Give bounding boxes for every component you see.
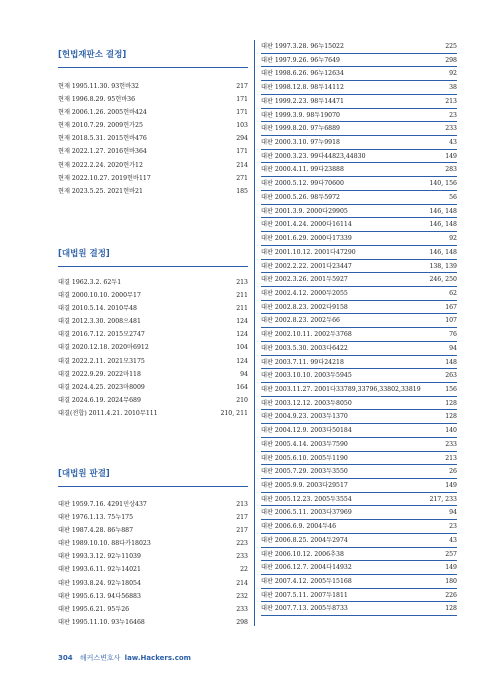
case-citation: 현재 1995.11.30. 93헌바32 <box>58 83 139 90</box>
page-reference: 94 <box>449 344 457 352</box>
case-entry <box>261 561 457 575</box>
case-list <box>58 80 248 198</box>
case-citation: 대판 2002.3.26. 2001두5927 <box>261 276 348 284</box>
page-reference: 214 <box>236 161 248 169</box>
page-reference: 23 <box>449 523 457 531</box>
case-entry <box>58 80 248 93</box>
case-entry <box>58 394 248 407</box>
page-reference: 104 <box>236 344 248 352</box>
page-reference: 76 <box>449 331 457 339</box>
case-citation: 대판 2006.10.12. 2006추38 <box>261 550 344 558</box>
case-entry <box>58 93 248 106</box>
case-citation: 대판 2002.8.23. 2002두66 <box>261 317 340 325</box>
page-reference: 217, 233 <box>429 495 457 503</box>
case-entry <box>261 95 457 109</box>
page-reference: 164 <box>236 383 248 391</box>
case-entry <box>58 511 248 524</box>
page-reference: 124 <box>236 318 248 326</box>
case-citation: 대판 2003.7.11. 99다24218 <box>261 358 344 366</box>
page-reference: 128 <box>445 413 457 421</box>
case-citation: 대판 1989.10.10. 88다카18023 <box>58 540 151 548</box>
page-reference: 211 <box>236 305 248 313</box>
case-entry <box>58 550 248 563</box>
case-entry <box>58 577 248 590</box>
page-reference: 223 <box>236 540 248 548</box>
case-citation: 현재 2022.1.27. 2016헌바364 <box>58 148 147 156</box>
heading-rule <box>58 486 248 487</box>
page-reference: 298 <box>445 56 457 64</box>
section-supreme-court-decision <box>58 247 248 420</box>
case-citation: 현재 2018.5.31. 2015헌바476 <box>58 135 147 143</box>
case-entry <box>261 109 457 123</box>
page-reference: 149 <box>445 482 457 489</box>
case-entry <box>261 452 457 466</box>
case-citation: 대판 2003.10.10. 2003두5945 <box>261 372 352 380</box>
section-constitutional-court <box>58 48 248 198</box>
case-citation: 대판 2006.8.25. 2004두2974 <box>261 536 348 544</box>
case-entry <box>261 506 457 520</box>
case-citation: 대결 2000.10.10. 2000무17 <box>58 292 141 300</box>
case-citation: 대판 2006.5.11. 2003다37969 <box>261 509 352 517</box>
case-citation: 대판 2007.4.12. 2005두15168 <box>261 578 352 586</box>
case-entry <box>58 524 248 537</box>
heading-rule <box>58 266 248 267</box>
page-reference: 124 <box>236 357 248 365</box>
case-citation: 대판 2000.5.26. 98두5972 <box>261 193 340 201</box>
case-citation: 대판 2002.10.11. 2002두3768 <box>261 331 352 339</box>
case-citation: 대판 1997.9.26. 96누7649 <box>261 56 340 64</box>
case-entry <box>261 328 457 342</box>
case-citation: 대판 2007.7.13. 2005두8733 <box>261 605 348 613</box>
case-citation: 대판 2003.5.30. 2003다6422 <box>261 344 348 352</box>
page-reference: 217 <box>236 514 248 522</box>
page-reference: 171 <box>236 96 248 104</box>
case-entry <box>58 119 248 132</box>
case-citation: 대판 2001.3.9. 2000다29905 <box>261 207 348 215</box>
case-entry <box>58 407 248 420</box>
page-reference: 294 <box>236 135 248 143</box>
right-column <box>261 40 457 616</box>
case-citation: 대판 2001.6.29. 2000다17339 <box>261 235 352 243</box>
page-reference: 128 <box>445 605 457 613</box>
page-reference: 92 <box>449 235 457 243</box>
case-citation: 대판 2005.12.23. 2005두3554 <box>261 495 352 503</box>
case-entry <box>58 341 248 354</box>
page-reference: 283 <box>445 166 457 174</box>
page-reference: 233 <box>236 553 248 561</box>
heading-rule <box>58 67 248 68</box>
case-citation: 대판 1995.6.21. 95두26 <box>58 605 130 613</box>
case-entry <box>58 355 248 368</box>
case-citation: 대판 1999.8.20. 97누6889 <box>261 125 340 133</box>
case-citation: 대판 2001.10.12. 2001다47290 <box>261 248 356 256</box>
case-entry <box>58 616 248 629</box>
case-entry <box>58 172 248 185</box>
column-divider <box>254 40 255 626</box>
case-entry <box>58 603 248 616</box>
case-list <box>58 276 248 420</box>
page-reference: 211 <box>236 292 248 300</box>
case-citation: 현재 2006.1.26. 2005헌바424 <box>58 109 147 117</box>
page-reference: 210 <box>236 396 248 404</box>
case-citation: 대결 2012.3.30. 2008으481 <box>58 318 141 326</box>
case-entry <box>58 315 248 328</box>
site-url: law.Hackers.com <box>124 654 191 662</box>
case-citation: 대판 1995.6.13. 94다56883 <box>58 592 141 600</box>
case-citation: 대판 1987.4.28. 86누887 <box>58 527 134 535</box>
case-entry <box>261 150 457 164</box>
case-citation: 현재 1996.8.29. 95헌바36 <box>58 96 136 104</box>
case-entry <box>261 424 457 438</box>
case-entry <box>261 465 457 479</box>
page-reference: 233 <box>445 125 457 133</box>
case-entry <box>261 81 457 95</box>
case-citation: 대결 2022.2.11. 2021모3175 <box>58 357 145 365</box>
case-entry <box>261 54 457 68</box>
page-reference: 257 <box>445 550 457 558</box>
case-citation: 대판 1997.3.28. 96누15022 <box>261 43 344 50</box>
case-entry <box>261 136 457 150</box>
case-citation: 대판 2000.5.12. 99다70600 <box>261 180 344 188</box>
page-reference: 62 <box>449 289 457 297</box>
page-reference: 146, 148 <box>429 221 457 229</box>
page-reference: 149 <box>445 564 457 572</box>
page-reference: 138, 139 <box>429 262 457 270</box>
case-citation: 대판 1976.1.13. 75누175 <box>58 514 134 522</box>
page-footer <box>58 653 191 663</box>
case-citation: 대판 1993.3.12. 92누11039 <box>58 553 141 561</box>
page-reference: 263 <box>445 372 457 380</box>
page-reference: 43 <box>449 536 457 544</box>
page-reference: 233 <box>236 605 248 613</box>
case-citation: 대판 1959.7.16. 4291민상437 <box>58 501 147 508</box>
page-reference: 124 <box>236 331 248 339</box>
page-reference: 298 <box>236 618 248 626</box>
case-citation: 대결 2024.6.19. 2024무689 <box>58 396 141 404</box>
case-citation: 대판 2005.7.29. 2003두3550 <box>261 468 348 476</box>
case-citation: 대결(전합) 2011.4.21. 2010무111 <box>58 409 158 417</box>
case-citation: 대판 2007.5.11. 2007두1811 <box>261 591 348 599</box>
page-reference: 94 <box>449 509 457 517</box>
case-citation: 대판 2000.4.11. 99다23888 <box>261 166 344 174</box>
case-citation: 대판 1993.6.11. 92누14021 <box>58 566 141 574</box>
page-reference: 213 <box>445 97 457 105</box>
case-citation: 대판 2006.12.7. 2004다14932 <box>261 564 352 572</box>
case-entry <box>261 410 457 424</box>
page-reference: 107 <box>445 317 457 325</box>
case-entry <box>261 575 457 589</box>
page-reference: 38 <box>449 84 457 92</box>
case-entry <box>261 287 457 301</box>
case-entry <box>58 132 248 145</box>
case-citation: 대판 1995.11.10. 93누16468 <box>58 618 145 626</box>
case-citation: 대판 2002.8.23. 2002다9158 <box>261 303 348 311</box>
case-entry <box>261 438 457 452</box>
page-reference: 146, 148 <box>429 248 457 256</box>
case-citation: 대판 1998.12.8. 98두14112 <box>261 84 344 92</box>
case-entry <box>261 122 457 136</box>
case-entry <box>58 328 248 341</box>
page-reference: 185 <box>236 187 248 195</box>
case-entry <box>261 40 457 54</box>
case-citation: 대판 2003.11.27. 2001다33789,33796,33802,33819 <box>261 385 421 393</box>
case-citation: 현재 2022.2.24. 2020헌가12 <box>58 161 143 169</box>
page-reference: 23 <box>449 111 457 119</box>
page-reference: 56 <box>449 193 457 201</box>
page-reference: 217 <box>236 83 248 90</box>
case-entry <box>58 185 248 198</box>
case-entry <box>261 602 457 616</box>
page-reference: 171 <box>236 148 248 156</box>
case-entry <box>58 381 248 394</box>
brand-name: 해커스변호사 <box>79 654 121 662</box>
case-entry <box>261 301 457 315</box>
case-entry <box>58 302 248 315</box>
page-reference: 171 <box>236 109 248 117</box>
case-citation: 대판 1999.2.23. 98두14471 <box>261 97 344 105</box>
page-reference: 213 <box>236 279 248 286</box>
page-reference: 271 <box>236 174 248 182</box>
page-reference: 180 <box>445 578 457 586</box>
case-entry <box>58 368 248 381</box>
case-entry <box>58 563 248 576</box>
section-heading: [헌법재판소 결정] <box>58 50 127 60</box>
case-entry <box>261 342 457 356</box>
page-reference: 94 <box>240 370 248 378</box>
case-entry <box>58 159 248 172</box>
page-reference: 217 <box>236 527 248 535</box>
page-reference: 128 <box>445 399 457 407</box>
case-citation: 대결 2024.4.25. 2023마8009 <box>58 383 145 391</box>
page-reference: 26 <box>449 468 457 476</box>
page-reference: 233 <box>445 440 457 448</box>
case-entry <box>261 548 457 562</box>
case-entry <box>261 260 457 274</box>
case-entry <box>261 493 457 507</box>
section-heading: [대법원 판결] <box>58 469 110 479</box>
case-citation: 대결 2022.9.29. 2022마118 <box>58 370 141 378</box>
case-citation: 현재 2010.7.29. 2009헌가25 <box>58 122 143 130</box>
case-entry <box>261 534 457 548</box>
case-entry <box>261 520 457 534</box>
case-entry <box>261 314 457 328</box>
page-reference: 140 <box>445 427 457 435</box>
page-reference: 43 <box>449 139 457 147</box>
page-reference: 210, 211 <box>220 409 248 417</box>
page-reference: 22 <box>240 566 248 574</box>
case-entry <box>261 191 457 205</box>
case-citation: 대결 2020.12.18. 2020마6912 <box>58 344 149 352</box>
page-reference: 167 <box>445 303 457 311</box>
case-list <box>58 498 248 629</box>
section-heading: [대법원 결정] <box>58 249 110 259</box>
page-reference: 225 <box>445 43 457 50</box>
page-reference: 146, 148 <box>429 207 457 215</box>
case-entry <box>58 289 248 302</box>
case-entry <box>261 67 457 81</box>
case-entry <box>261 273 457 287</box>
case-citation: 대결 2010.5.14. 2010무48 <box>58 305 137 313</box>
case-citation: 대결 2016.7.12. 2015모2747 <box>58 331 145 339</box>
case-entry <box>261 218 457 232</box>
case-citation: 대판 2004.12.9. 2003다50184 <box>261 427 352 435</box>
page-reference: 103 <box>236 122 248 130</box>
page-reference: 232 <box>236 592 248 600</box>
case-entry <box>261 589 457 603</box>
case-entry <box>58 590 248 603</box>
case-citation: 대판 1998.6.26. 96누12634 <box>261 70 344 78</box>
case-entry <box>261 397 457 411</box>
case-entry <box>261 205 457 219</box>
case-entry <box>261 232 457 246</box>
case-entry <box>261 479 457 493</box>
case-citation: 대판 2005.4.14. 2003두7590 <box>261 440 348 448</box>
case-entry <box>261 177 457 191</box>
page-reference: 213 <box>445 454 457 462</box>
case-entry <box>58 106 248 119</box>
case-entry <box>261 356 457 370</box>
case-citation: 현재 2022.10.27. 2019헌바117 <box>58 174 151 182</box>
case-entry <box>261 369 457 383</box>
case-citation: 대판 2002.2.22. 2001다23447 <box>261 262 352 270</box>
page-reference: 214 <box>236 579 248 587</box>
page-reference: 246, 250 <box>429 276 457 284</box>
case-entry <box>261 246 457 260</box>
case-entry <box>58 276 248 289</box>
case-citation: 대판 2003.12.12. 2003두8050 <box>261 399 352 407</box>
case-citation: 대판 2001.4.24. 2000다16114 <box>261 221 352 229</box>
case-citation: 대판 2000.3.10. 97누9918 <box>261 139 340 147</box>
page-reference: 92 <box>449 70 457 78</box>
case-citation: 대결 1962.3.2. 62두1 <box>58 279 122 286</box>
case-citation: 대판 2005.9.9. 2003다29517 <box>261 482 348 489</box>
case-citation: 대판 1993.8.24. 92누18054 <box>58 579 141 587</box>
page-reference: 148 <box>445 358 457 366</box>
case-entry <box>58 145 248 158</box>
page-reference: 226 <box>445 591 457 599</box>
case-citation: 대판 2005.6.10. 2005두1190 <box>261 454 348 462</box>
case-entry <box>261 383 457 397</box>
case-entry <box>261 163 457 177</box>
case-entry <box>58 537 248 550</box>
section-supreme-court-judgment <box>58 467 248 629</box>
case-citation: 대판 2004.9.23. 2003두1370 <box>261 413 348 421</box>
page-reference: 213 <box>236 501 248 508</box>
page-number: 304 <box>58 654 73 662</box>
case-citation: 대판 2002.4.12. 2000두2055 <box>261 289 348 297</box>
case-citation: 현재 2023.5.25. 2021헌바21 <box>58 187 143 195</box>
page-reference: 149 <box>445 152 457 160</box>
case-citation: 대판 2006.6.9. 2004두46 <box>261 523 337 531</box>
case-citation: 대판 2000.3.23. 99다44823,44830 <box>261 152 366 160</box>
page-reference: 140, 156 <box>429 180 457 188</box>
page-reference: 156 <box>445 385 457 393</box>
case-citation: 대판 1999.3.9. 98두19070 <box>261 111 340 119</box>
case-entry <box>58 498 248 511</box>
